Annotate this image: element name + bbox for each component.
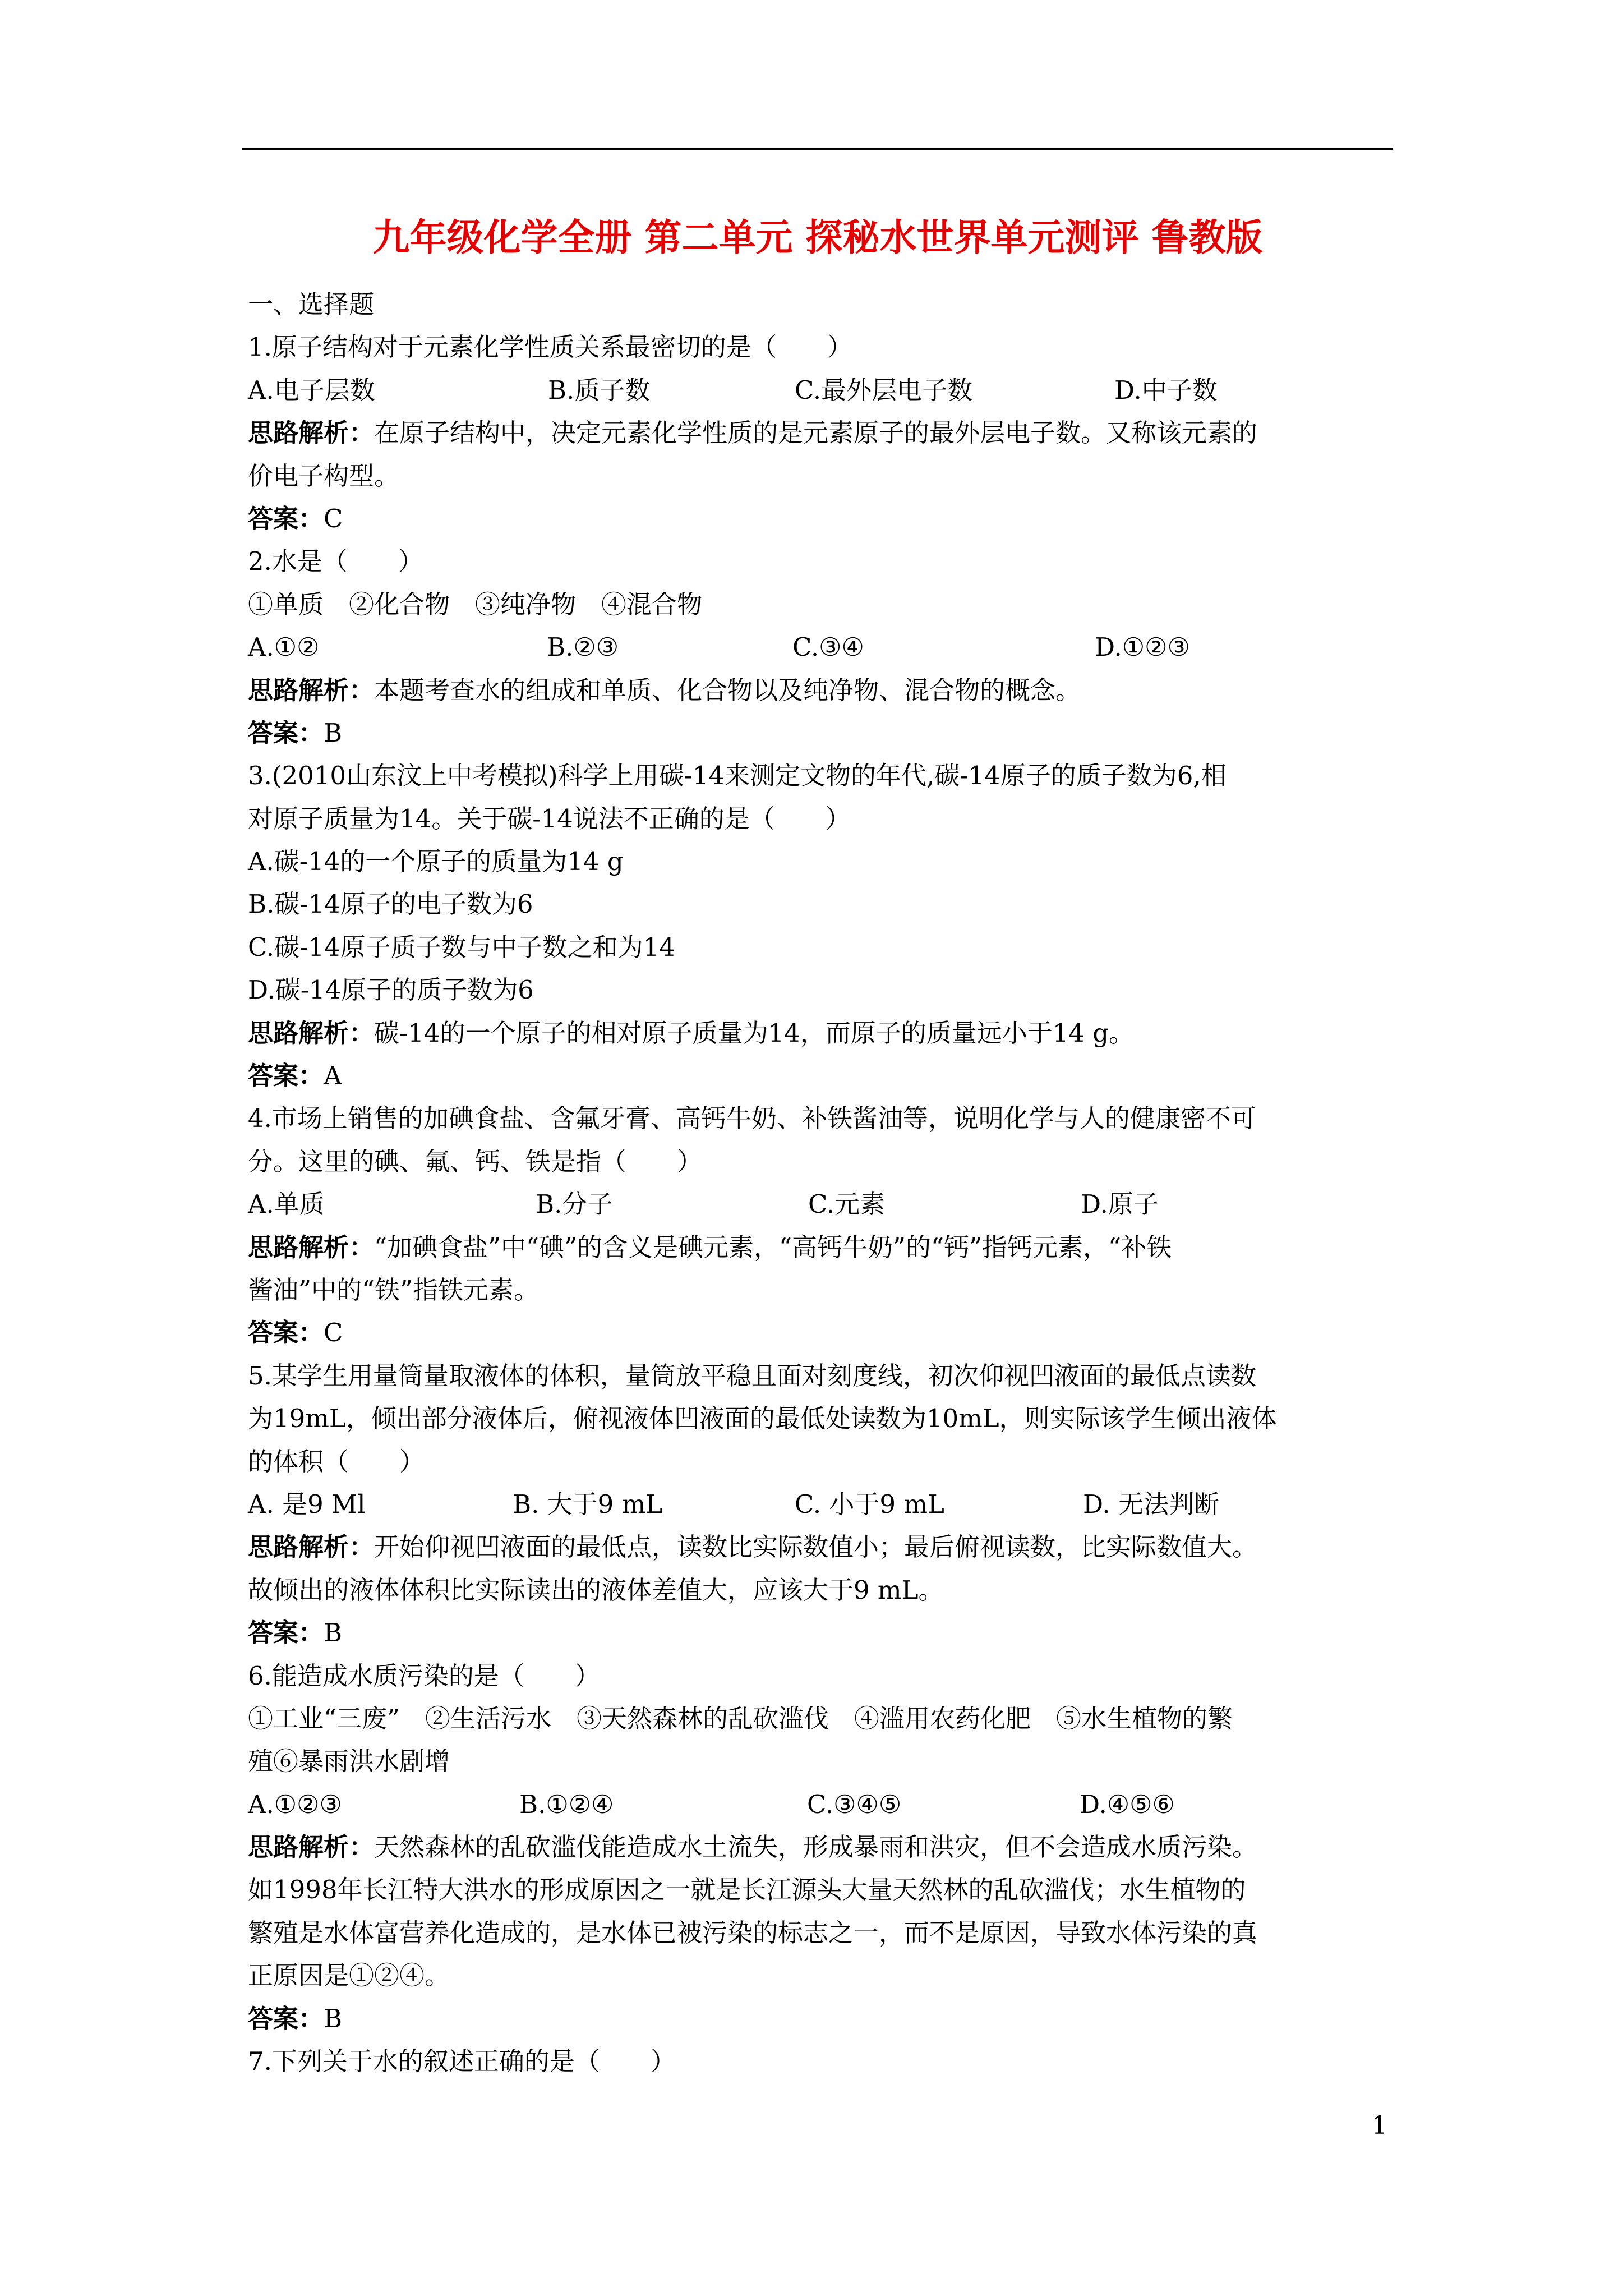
question-1-options xyxy=(248,369,1403,412)
option-d: D.原子 xyxy=(1081,1189,1159,1220)
question-3-stem-cont: 对原子质量为14。关于碳-14说法不正确的是（ ） xyxy=(248,803,851,834)
question-5-answer: 答案：B xyxy=(248,1618,343,1648)
option-a: A.碳-14的一个原子的质量为14 g xyxy=(248,846,624,877)
question-6-choices-cont: 殖⑥暴雨洪水剧增 xyxy=(248,1746,450,1777)
question-3-answer: 答案：A xyxy=(248,1061,342,1091)
question-1-analysis: 思路解析：在原子结构中，决定元素化学性质的是元素原子的最外层电子数。又称该元素的 xyxy=(248,418,1258,448)
option-b: B.①②④ xyxy=(519,1789,614,1819)
answer-label: 答案： xyxy=(248,1618,324,1648)
question-6-answer: 答案：B xyxy=(248,2003,343,2033)
question-6-options xyxy=(248,1783,1403,1826)
option-c: C.元素 xyxy=(808,1189,886,1220)
analysis-label: 思路解析： xyxy=(248,1018,375,1048)
question-7-stem: 7.下列关于水的叙述正确的是（ ） xyxy=(248,2046,676,2077)
option-c: C.最外层电子数 xyxy=(795,375,973,405)
question-2-analysis: 思路解析：本题考查水的组成和单质、化合物以及纯净物、混合物的概念。 xyxy=(248,675,1081,705)
question-5-analysis-cont: 故倾出的液体体积比实际读出的液体差值大，应该大于9 mL。 xyxy=(248,1575,944,1605)
analysis-label: 思路解析： xyxy=(248,1832,375,1862)
question-1-stem: 1.原子结构对于元素化学性质关系最密切的是（ ） xyxy=(248,332,852,362)
question-4-answer: 答案：C xyxy=(248,1318,343,1348)
answer-label: 答案： xyxy=(248,1318,324,1348)
question-5-stem-end: 的体积（ ） xyxy=(248,1446,425,1476)
option-a: A.①② xyxy=(248,632,320,662)
option-d: D. 无法判断 xyxy=(1083,1489,1220,1519)
question-6-analysis: 思路解析：天然森林的乱砍滥伐能造成水土流失，形成暴雨和洪灾，但不会造成水质污染。 xyxy=(248,1832,1258,1862)
option-d: D.中子数 xyxy=(1114,375,1218,405)
answer-label: 答案： xyxy=(248,503,324,533)
option-b: B.分子 xyxy=(536,1189,613,1220)
option-b: B.碳-14原子的电子数为6 xyxy=(248,889,533,919)
question-6-stem: 6.能造成水质污染的是（ ） xyxy=(248,1660,600,1691)
answer-label: 答案： xyxy=(248,717,324,748)
question-4-analysis-cont: 酱油”中的“铁”指铁元素。 xyxy=(248,1274,540,1305)
option-c: C.③④ xyxy=(792,632,864,662)
question-4-analysis: 思路解析：“加碘食盐”中“碘”的含义是碘元素，“高钙牛奶”的“钙”指钙元素，“补铁 xyxy=(248,1232,1172,1262)
question-2-answer: 答案：B xyxy=(248,717,343,748)
option-b: B.质子数 xyxy=(548,375,651,405)
answer-label: 答案： xyxy=(248,2003,324,2033)
question-1-analysis-cont: 价电子构型。 xyxy=(248,461,400,491)
question-5-stem: 5.某学生用量筒量取液体的体积，量筒放平稳且面对刻度线，初次仰视凹液面的最低点读数 xyxy=(248,1360,1256,1391)
question-5-stem-cont: 为19mL，倾出部分液体后，俯视液体凹液面的最低处读数为10mL，则实际该学生倾出液体 xyxy=(248,1404,1277,1434)
option-b: B. 大于9 mL xyxy=(513,1489,663,1519)
question-3-analysis: 思路解析：碳-14的一个原子的相对原子质量为14，而原子的质量远小于14 g。 xyxy=(248,1018,1135,1048)
question-5-options xyxy=(248,1483,1403,1526)
question-6-analysis-end: 正原因是①②④。 xyxy=(248,1961,450,1991)
document-title: 九年级化学全册 第二单元 探秘水世界单元测评 鲁教版 xyxy=(372,215,1263,259)
option-b: B.②③ xyxy=(547,632,619,662)
header-rule xyxy=(242,148,1393,150)
question-2-choices: ①单质 ②化合物 ③纯净物 ④混合物 xyxy=(248,589,703,619)
analysis-label: 思路解析： xyxy=(248,418,375,448)
analysis-label: 思路解析： xyxy=(248,1532,375,1562)
question-4-options xyxy=(248,1183,1403,1226)
option-d: D.①②③ xyxy=(1095,632,1190,662)
option-a: A. 是9 Ml xyxy=(248,1489,366,1519)
analysis-label: 思路解析： xyxy=(248,1232,375,1262)
question-4-stem: 4.市场上销售的加碘食盐、含氟牙膏、高钙牛奶、补铁酱油等，说明化学与人的健康密不可 xyxy=(248,1103,1256,1134)
question-5-analysis: 思路解析：开始仰视凹液面的最低点，读数比实际数值小；最后俯视读数，比实际数值大。 xyxy=(248,1532,1258,1562)
option-d: D.④⑤⑥ xyxy=(1080,1789,1175,1819)
option-c: C. 小于9 mL xyxy=(795,1489,944,1519)
document-body xyxy=(248,283,1403,2083)
question-6-choices: ①工业“三废” ②生活污水 ③天然森林的乱砍滥伐 ④滥用农药化肥 ⑤水生植物的繁 xyxy=(248,1703,1233,1733)
question-1-answer: 答案：C xyxy=(248,503,343,533)
question-2-stem: 2.水是（ ） xyxy=(248,546,423,577)
option-d: D.碳-14原子的质子数为6 xyxy=(248,975,534,1005)
question-4-stem-cont: 分。这里的碘、氟、钙、铁是指（ ） xyxy=(248,1146,703,1176)
option-c: C.③④⑤ xyxy=(807,1789,902,1819)
question-3-stem: 3.(2010山东汶上中考模拟)科学上用碳-14来测定文物的年代,碳-14原子的质子数为6,相 xyxy=(248,761,1227,791)
option-a: A.①②③ xyxy=(248,1789,342,1819)
question-2-options xyxy=(248,626,1403,669)
page-number: 1 xyxy=(1372,2111,1387,2140)
section-heading: 一、选择题 xyxy=(248,289,375,319)
analysis-label: 思路解析： xyxy=(248,675,375,705)
option-c: C.碳-14原子质子数与中子数之和为14 xyxy=(248,932,675,962)
question-6-analysis-cont: 繁殖是水体富营养化造成的，是水体已被污染的标志之一，而不是原因，导致水体污染的真 xyxy=(248,1917,1258,1948)
answer-label: 答案： xyxy=(248,1061,324,1091)
question-6-analysis-cont: 如1998年长江特大洪水的形成原因之一就是长江源头大量天然林的乱砍滥伐；水生植物的 xyxy=(248,1875,1246,1905)
option-a: A.单质 xyxy=(248,1189,325,1220)
option-a: A.电子层数 xyxy=(248,375,375,405)
